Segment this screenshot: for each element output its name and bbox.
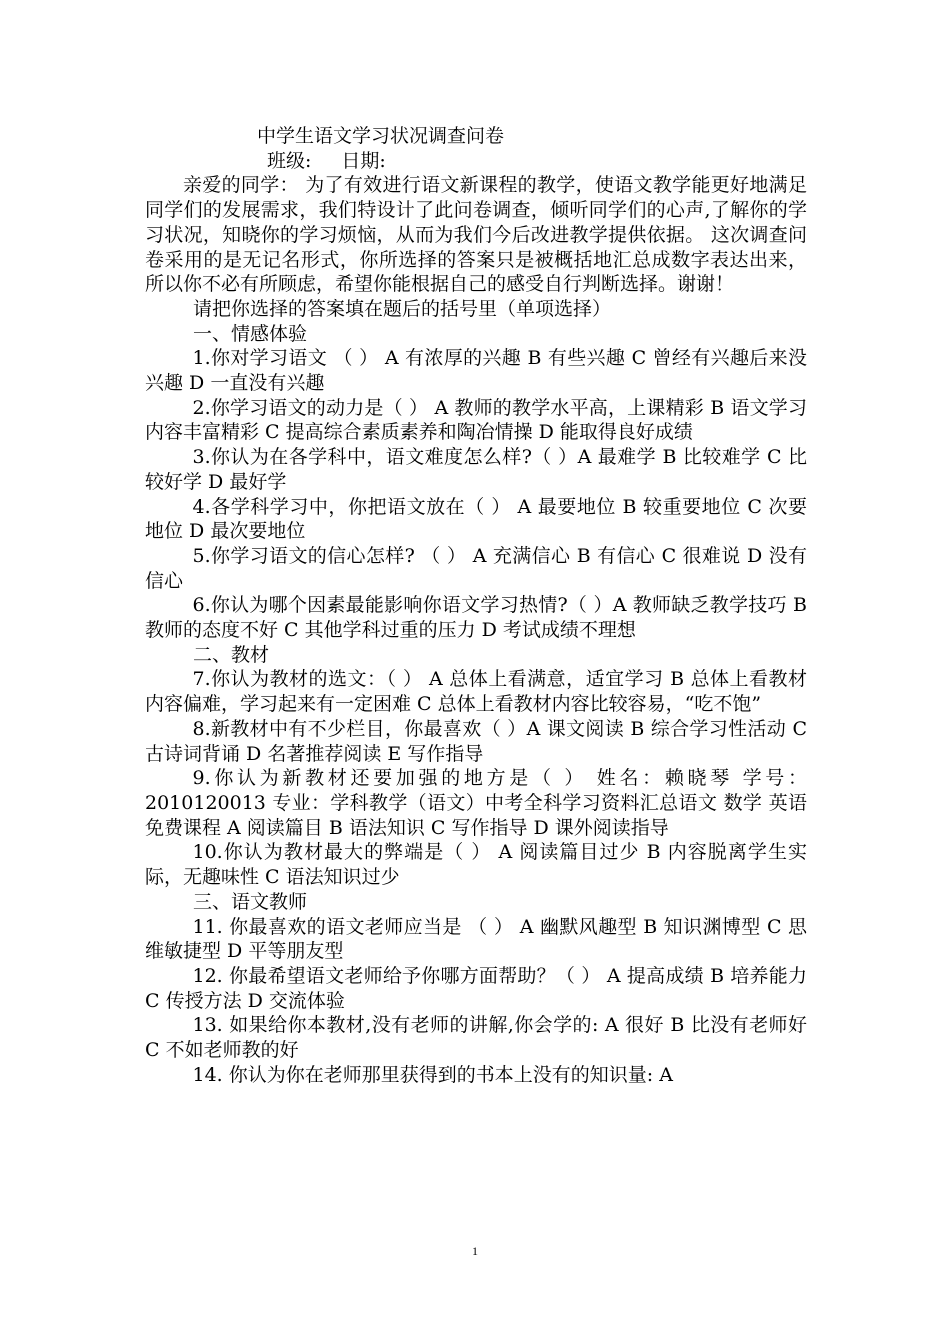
page-number: 1 <box>472 1244 478 1258</box>
section-heading-emotion: 一、情感体验 <box>193 322 308 345</box>
question-10: 10.你认为教材最大的弊端是（ ） A 阅读篇目过少 B 内容脱离学生实际，无趣味性 C 语法知识过少 <box>145 841 807 889</box>
class-date-line <box>145 149 807 174</box>
question-13: 13. 如果给你本教材,没有老师的讲解,你会学的: A 很好 B 比没有老师好 C 不如老师教的好 <box>145 1014 807 1062</box>
question-4: 4.各学科学习中，你把语文放在（ ） A 最要地位 B 较重要地位 C 次要地位 D 最次要地位 <box>145 495 807 543</box>
question-11: 11. 你最喜欢的语文老师应当是 （ ） A 幽默风趣型 B 知识渊博型 C 思维敏捷型 D 平等朋友型 <box>145 915 807 963</box>
question-2: 2.你学习语文的动力是（ ） A 教师的教学水平高，上课精彩 B 语文学习内容丰富精彩 C 提高综合素质素养和陶冶情操 D 能取得良好成绩 <box>145 396 807 444</box>
question-5: 5.你学习语文的信心怎样? （ ） A 充满信心 B 有信心 C 很难说 D 没有信心 <box>145 544 807 592</box>
question-3: 3.你认为在各学科中，语文难度怎么样?（ ）A 最难学 B 比较难学 C 比较好学 D 最好学 <box>145 446 807 493</box>
question-6: 6.你认为哪个因素最能影响你语文学习热情?（ ）A 教师缺乏教学技巧 B 教师的态度不好 C 其他学科过重的压力 D 考试成绩不理想 <box>145 594 807 642</box>
section-heading-teacher: 三、语文教师 <box>193 890 308 913</box>
date-label: 日期: <box>341 149 386 172</box>
question-7: 7.你认为教材的选文：（ ） A 总体上看满意，适宜学习 B 总体上看教材内容偏难，学习起来有一定困难 C 总体上看教材内容比较容易，“吃不饱” <box>145 668 807 716</box>
question-14: 14. 你认为你在老师那里获得到的书本上没有的知识量: A <box>192 1063 673 1086</box>
question-1: 1.你对学习语文 （ ） A 有浓厚的兴趣 B 有些兴趣 C 曾经有兴趣后来没兴趣 D 一直没有兴趣 <box>145 347 807 395</box>
section-heading-textbook: 二、教材 <box>193 643 270 666</box>
question-12: 12. 你最希望语文老师给予你哪方面帮助？（ ） A 提高成绩 B 培养能力 C 传授方法 D 交流体验 <box>145 964 807 1012</box>
document-title: 中学生语文学习状况调查问卷 <box>257 125 505 147</box>
question-9: 9.你认为新教材还要加强的地方是（ ） 姓名：赖晓琴 学号：2010120013 专业：学科教学（语文）中考全科学习资料汇总语文 数学 英语 免费课程 A 阅读篇目 B 语法知识 C 写作指导 D 课外阅读指导 <box>145 767 807 839</box>
document-body <box>145 124 807 1087</box>
question-8: 8.新教材中有不少栏目，你最喜欢（ ）A 课文阅读 B 综合学习性活动 C 古诗词背诵 D 名著推荐阅读 E 写作指导 <box>145 717 807 765</box>
instruction-line: 请把你选择的答案填在题后的括号里（单项选择） <box>193 297 612 320</box>
class-label: 班级: <box>267 149 312 172</box>
intro-paragraph: 亲爱的同学： 为了有效进行语文新课程的教学，使语文教学能更好地满足同学们的发展需求，我们特设计了此问卷调查，倾听同学们的心声,了解你的学习状况，知晓你的学习烦恼，从而为我们今后改进教学提供依据。 这次调查问卷采用的是无记名形式，你所选择的答案只是被概括地汇总成数字表达出来，所以你不必有所顾虑，希望你能根据自己的感受自行判断选择。谢谢！ <box>145 174 807 296</box>
